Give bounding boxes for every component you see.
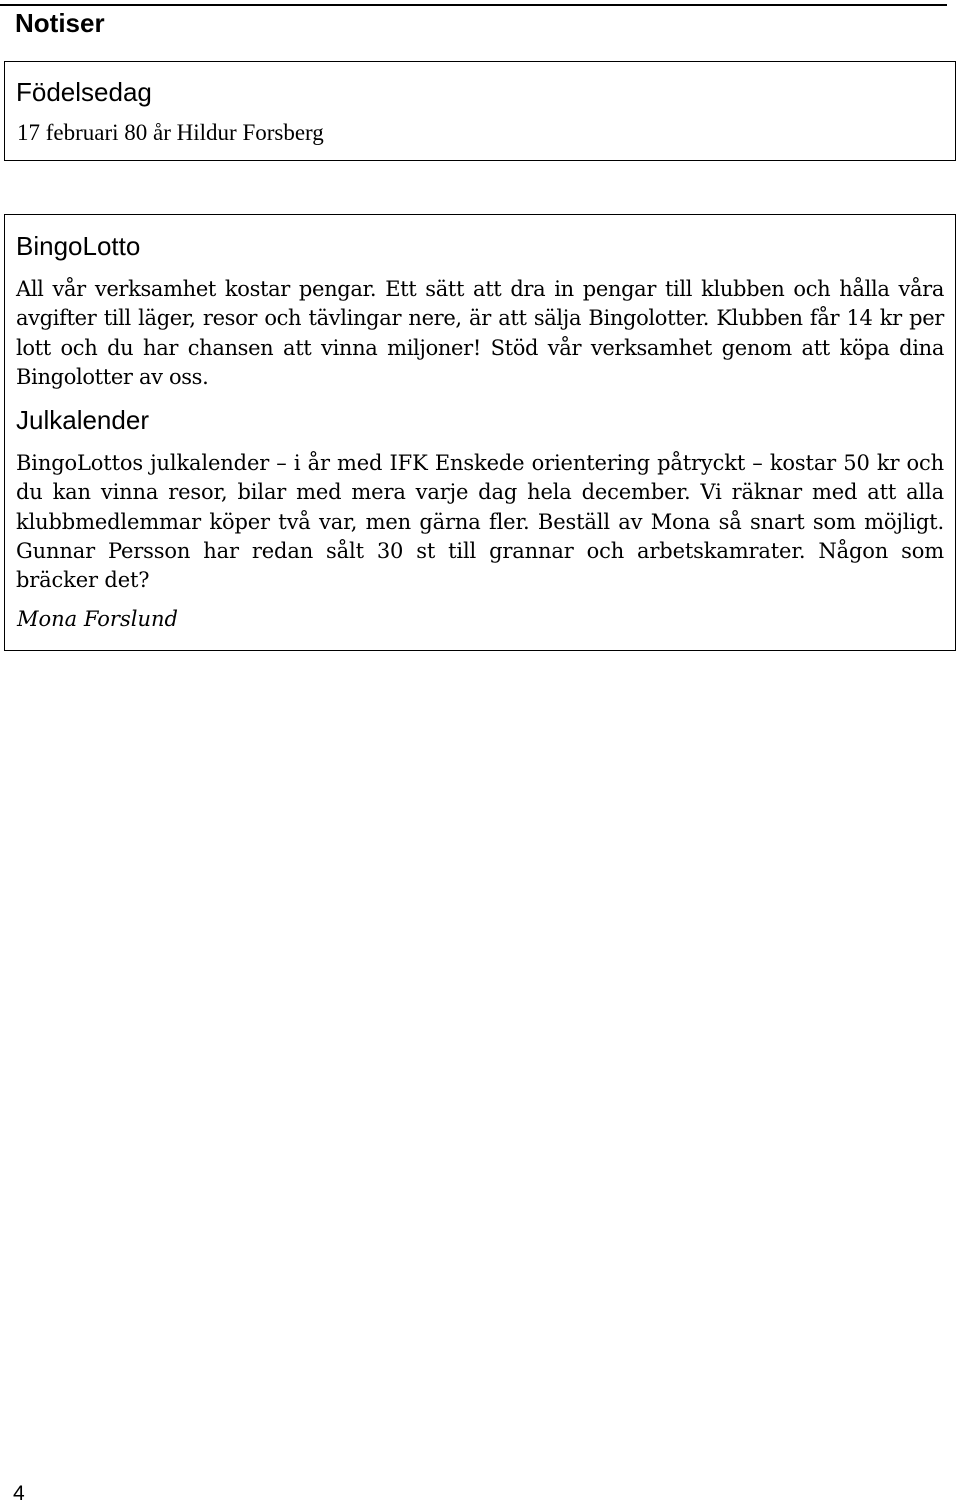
bingolotto-box <box>4 214 956 651</box>
julkalender-heading: Julkalender <box>16 405 149 435</box>
birthday-entry: 17 februari 80 år Hildur Forsberg <box>17 120 324 145</box>
section-title: Notiser <box>15 8 105 38</box>
page-number: 4 <box>13 1482 25 1505</box>
julkalender-body: BingoLottos julkalender – i år med IFK Enskede orientering påtryckt – kostar 50 kr och du kan vinna resor, bilar med mera varje dag hela december. Vi räknar med att alla klubbmedlemmar köper två var, men gärna fler. Beställ av Mona så snart som möjligt. Gunnar Persson har redan sålt 30 st till grannar och arbetskamrater. Någon som bräcker det? <box>16 451 944 593</box>
bingolotto-heading: BingoLotto <box>16 231 141 261</box>
author-signature: Mona Forslund <box>17 607 178 631</box>
top-rule <box>0 4 947 6</box>
birthday-heading: Födelsedag <box>16 77 152 107</box>
bingolotto-body: All vår verksamhet kostar pengar. Ett sätt att dra in pengar till klubben och hålla våra avgifter till läger, resor och tävlingar nere, är att sälja Bingolotter. Klubben får 14 kr per lott och du har chansen att vinna miljoner! Stöd vår verksamhet genom att köpa dina Bingolotter av oss. <box>16 277 944 389</box>
birthday-box <box>4 61 956 161</box>
